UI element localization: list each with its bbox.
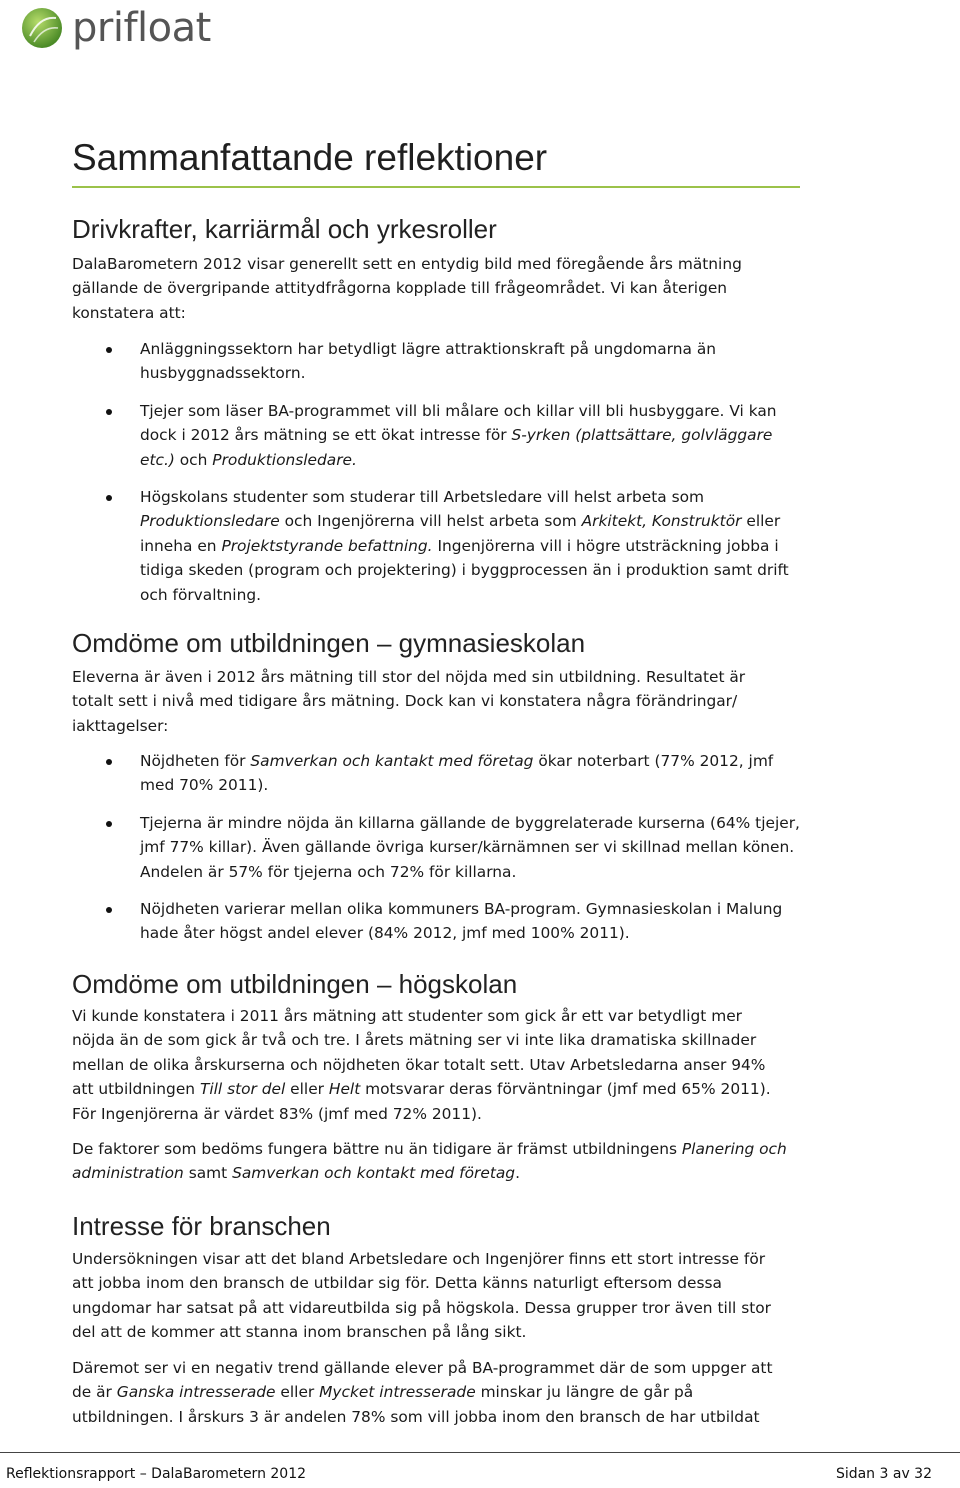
paragraph-intresse-1: Undersökningen visar att det bland Arbetsledare och Ingenjörer finns ett stort intresse för att jobba inom den bransch de utbildar sig för. Detta känns naturligt eftersom dessa ungdomar har satsat på att vidareutbilda sig på högskola. Dessa grupper tror även till stor del att de kommer att stanna inom branschen på lång sikt. <box>72 1250 772 1342</box>
italic-term: Samverkan och kantakt med företag <box>250 752 534 770</box>
bullet-list-drivkrafter <box>72 337 802 607</box>
italic-term: Helt <box>328 1080 361 1099</box>
list-item-text: Nöjdheten varierar mellan olika kommuners BA-program. Gymnasieskolan i Malung hade åter högst andel elever (84% 2012, jmf med 100% 2011). <box>140 900 783 943</box>
bullet-icon <box>106 409 112 415</box>
italic-term: Ganska intresserade <box>116 1383 276 1402</box>
bullet-icon <box>106 759 112 765</box>
title-rule <box>72 186 800 188</box>
paragraph-gymnasieskolan-intro: Eleverna är även i 2012 års mätning till stor del nöjda med sin utbildning. Resultatet är totalt sett i nivå med tidigare års mätning. Dock kan vi konstatera några förändringar/ iakttagelser: <box>72 668 746 735</box>
bullet-icon <box>106 907 112 913</box>
italic-term: Till stor del <box>199 1080 286 1099</box>
text-run: Ingenjörerna vill i högre utsträckning jobba i tidiga skeden (program och projektering) i byggprocessen än i produktion samt drift och förvaltning. <box>140 536 789 604</box>
footer-page-number: Sidan 3 av 32 <box>835 1466 932 1482</box>
list-item-text: Tjejerna är mindre nöjda än killarna gällande de byggrelaterade kurserna (64% tjejer, jmf 77% killar). Även gällande övriga kurser/kärnämnen ser vi skillnad mellan könen. Andelen är 57% för tjejerna och 72% för killarna. <box>140 813 800 881</box>
list-item <box>72 399 800 472</box>
text-run: Vi kunde konstatera i 2011 års mätning att studenter som gick år ett var betydligt mer nöjda än de som gick år två och tre. I årets mätning ser vi inte lika dramatiska skillnader mellan de olika årskurserna och nöjdheten ökar totalt sett. Utav Arbetsledarna anser 94% att utbildningen <box>72 1007 766 1099</box>
text-run: minskar ju längre de går på utbildningen. I årskurs 3 är andelen 78% som vill jobba inom den bransch de har utbildat <box>72 1383 760 1426</box>
text-run: . <box>515 1164 520 1183</box>
logo-text: prifloat <box>72 5 211 51</box>
bullet-icon <box>106 495 112 501</box>
paragraph-drivkrafter-intro: DalaBarometern 2012 visar generellt sett en entydig bild med föregående års mätning gällande de övergripande attitydfrågorna kopplade till frågeområdet. Vi kan återigen konstatera att: <box>72 255 742 322</box>
text-run: eller <box>285 1080 329 1099</box>
text-run: Tjejer som läser BA-programmet vill bli målare och killar vill bli husbyggare. Vi kan dock i 2012 års mätning se ett ökat intresse för <box>140 401 777 445</box>
text-run: Däremot ser vi en negativ trend gällande elever på BA-programmet där de som uppger att de är <box>72 1359 773 1402</box>
text-run: De faktorer som bedöms fungera bättre nu än tidigare är främst utbildningens <box>72 1140 682 1158</box>
italic-term: Samverkan och kontakt med företag <box>232 1164 516 1183</box>
list-item <box>72 749 800 798</box>
green-leaf-ball-icon <box>20 6 64 50</box>
list-item <box>72 897 800 946</box>
italic-term: Mycket intresserade <box>319 1383 476 1402</box>
text-run: och <box>174 450 213 469</box>
text-run: och Ingenjörerna vill helst arbeta som <box>279 512 582 531</box>
heading-intresse: Intresse för branschen <box>72 1211 331 1241</box>
italic-term: Produktionsledare. <box>212 450 357 469</box>
text-run: eller <box>275 1383 320 1402</box>
heading-gymnasieskolan: Omdöme om utbildningen – gymnasieskolan <box>72 628 586 658</box>
bullet-icon <box>106 821 112 827</box>
list-item <box>72 485 800 607</box>
list-item <box>72 337 800 386</box>
bullet-list-gymnasieskolan <box>72 749 802 946</box>
list-item <box>72 811 800 884</box>
page-title: Sammanfattande reflektioner <box>72 137 548 178</box>
bullet-icon <box>106 347 112 353</box>
italic-term: Produktionsledare <box>140 512 280 531</box>
italic-term: S-yrken (plattsättare, golvläggare etc.) <box>140 426 773 469</box>
text-run: ökar noterbart (77% 2012, jmf med 70% 2011). <box>140 752 774 795</box>
italic-term: Projektstyrande befattning. <box>221 536 433 555</box>
paragraph-intresse-2 <box>72 1356 787 1429</box>
logo <box>20 6 211 50</box>
paragraph-hogskolan-1 <box>72 1004 787 1126</box>
list-item-text: Anläggningssektorn har betydligt lägre attraktionskraft på ungdomarna än husbyggnadssektorn. <box>140 340 717 383</box>
text-run: Nöjdheten för <box>140 752 251 770</box>
heading-drivkrafter: Drivkrafter, karriärmål och yrkesroller <box>72 214 497 244</box>
italic-term: Planering och administration <box>72 1140 787 1183</box>
footer-rule <box>0 1452 960 1453</box>
italic-term: Arkitekt, Konstruktör <box>581 512 742 531</box>
text-run: Högskolans studenter som studerar till Arbetsledare vill helst arbeta som <box>140 488 705 507</box>
heading-hogskolan: Omdöme om utbildningen – högskolan <box>72 969 518 999</box>
text-run: samt <box>183 1164 233 1183</box>
paragraph-hogskolan-2 <box>72 1137 787 1186</box>
text-run: eller inneha en <box>140 512 781 555</box>
text-run: motsvarar deras förväntningar (jmf med 65% 2011). För Ingenjörerna är värdet 83% (jmf med 72% 2011). <box>72 1080 771 1123</box>
footer-document-title: Reflektionsrapport – DalaBarometern 2012 <box>6 1466 307 1482</box>
